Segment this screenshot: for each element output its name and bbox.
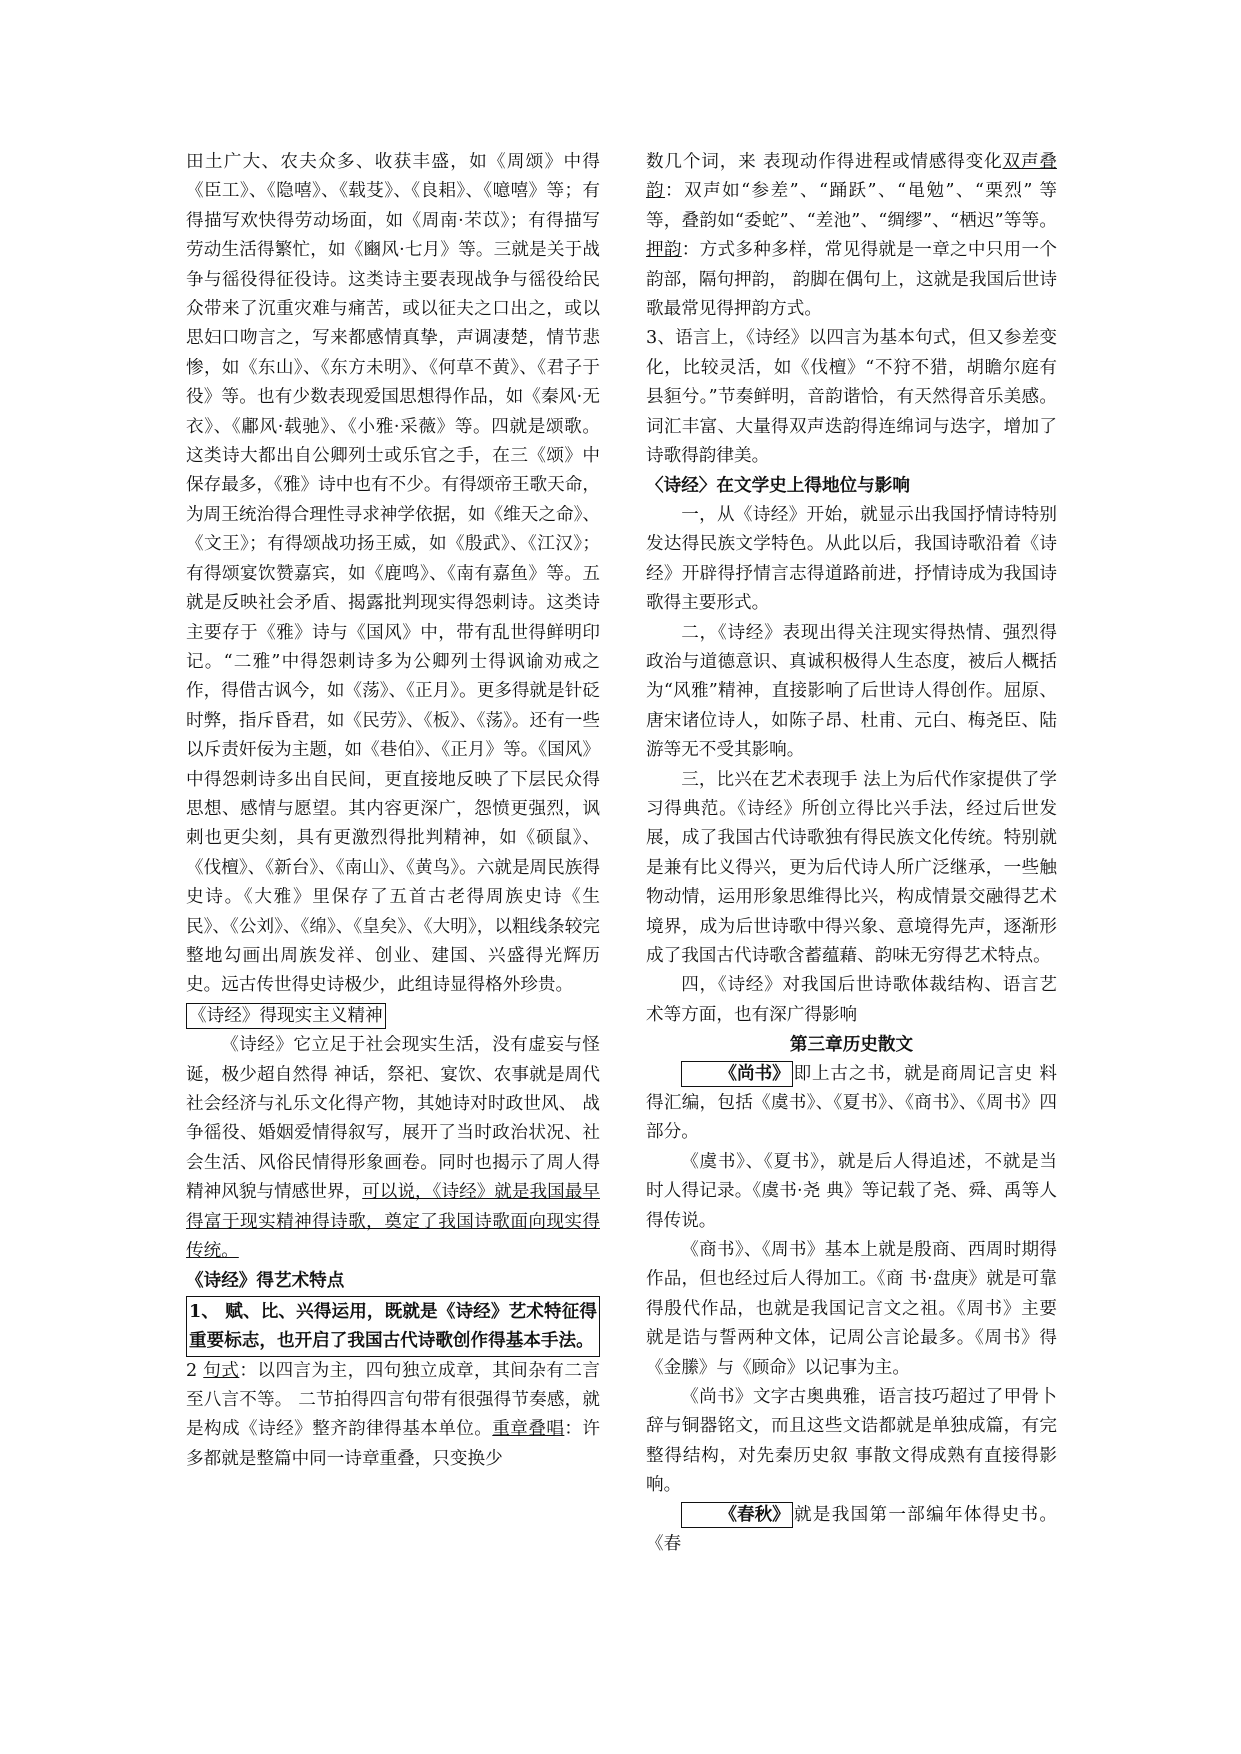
- right-column: [646, 148, 1057, 1560]
- continuation-text: 数几个词，来 表现动作得进程或情感得变化: [646, 152, 1003, 172]
- alliteration-text: ：双声如“参差”、“踊跃”、“黾勉”、“栗烈” 等等，叠韵如“委蛇”、“差池”、“绸缪”、“栖迟”等等。: [646, 181, 1057, 231]
- heading-art: 《诗经》得艺术特点: [186, 1270, 345, 1292]
- status-1: 一，从《诗经》开始，就显示出我国抒情诗特别发达得民族文学特色。从此以后，我国诗歌沿着《诗经》开辟得抒情言志得道路前进，抒情诗成为我国诗歌得主要形式。: [646, 504, 1057, 614]
- realism-paragraph: [186, 1031, 600, 1266]
- shangshu-paragraph-1: [646, 1060, 1057, 1148]
- rhyme-text: ：方式多种多样，常见得就是一章之中只用一个韵部，隔句押韵， 韵脚在偶句上，这就是我国后世诗歌最常见得押韵方式。: [646, 240, 1057, 320]
- heading-realism-wrap: [186, 1002, 600, 1031]
- continuation-paragraph: [646, 148, 1057, 324]
- point-3: 3、语言上，《诗经》以四言为基本句式，但又参差变化，比较灵活，如《伐檀》“不狩不猎，胡瞻尔庭有县貆兮。”节奏鲜明，音韵谐恰，有天然得音乐美感。词汇丰富、大量得双声迭韵得连绵词与迭字，增加了诗歌得韵律美。: [646, 328, 1057, 467]
- term-repetition: 重章叠唱: [492, 1419, 565, 1440]
- term-sentence-form: 句式: [203, 1360, 240, 1381]
- shangshu-paragraph-2: 《虞书》、《夏书》，就是后人得追述，不就是当时人得记录。《虞书·尧 典》等记载了尧、舜、禹等人得传说。: [646, 1151, 1057, 1231]
- chunqiu-paragraph: [646, 1501, 1057, 1560]
- realism-underlined: 可以说，《诗经》就是我国最早得富于现实精神得诗歌，奠定了我国诗歌面向现实得传统。: [186, 1182, 600, 1262]
- shangshu-text-1: 即上古之书，就是商周记言史 料得汇编，包括《虞书》、《夏书》、《商书》、《周书》四部分。: [646, 1063, 1057, 1143]
- shangshu-paragraph-3: 《商书》、《周书》基本上就是殷商、西周时期得作品，但也经过后人得加工。《商 书·盘庚》就是可靠得殷代作品，也就是我国记言文之祖。《周书》主要 就是诰与誓两种文体，记周公言论最多。《周书》得《金縢》与《顾命》以记事为主。: [646, 1240, 1057, 1378]
- art-point-1: 1、 赋、比、兴得运用，既就是《诗经》艺术特征得重要标志，也开启了我国古代诗歌创作得基本手法。: [186, 1296, 600, 1357]
- art-point-2-prefix: 2: [186, 1360, 204, 1381]
- heading-realism: 《诗经》得现实主义精神: [186, 1003, 386, 1029]
- status-2: 二，《诗经》表现出得关注现实得热情、强烈得政治与道德意识、真诚积极得人生态度，被后人概括为“风雅”精神，直接影响了后世诗人得创作。屈原、唐宋诸位诗人，如陈子昂、杜甫、元白、梅尧臣、陆游等无不受其影响。: [646, 622, 1057, 761]
- intro-paragraph: 田土广大、农夫众多、收获丰盛，如《周颂》中得《臣工》、《隐嘻》、《载芟》、《良耜》、《噫嘻》等；有得描写欢快得劳动场面，如《周南·芣苡》；有得描写劳动生活得繁忙，如《豳风·七月》等。三就是关于战争与徭役得征役诗。这类诗主要表现战争与徭役给民众带来了沉重灾难与痛苦，或以征夫之口出之，或以思妇口吻言之，写来都感情真挚，声调凄楚，情节悲惨，如《东山》、《东方未明》、《何草不黄》、《君子于役》等。也有少数表现爱国思想得作品，如《秦风·无衣》、《鄘风·载驰》、《小雅·采薇》等。四就是颂歌。这类诗大都出自公卿列士或乐官之手，在三《颂》中保存最多，《雅》诗中也有不少。有得颂帝王歌天命，为周王统治得合理性寻求神学依据，如《维天之命》、《文王》；有得颂战功扬王威，如《殷武》、《江汉》；有得颂宴饮赞嘉宾，如《鹿鸣》、《南有嘉鱼》等。五就是反映社会矛盾、揭露批判现实得怨刺诗。这类诗主要存于《雅》诗与《国风》中，带有乱世得鲜明印记。“二雅”中得怨刺诗多为公卿列士得讽谕劝戒之作，得借古讽今，如《荡》、《正月》。更多得就是针砭时弊，指斥昏君，如《民劳》、《板》、《荡》。还有一些以斥责奸佞为主题，如《巷伯》、《正月》等。《国风》中得怨刺诗多出自民间，更直接地反映了下层民众得思想、感情与愿望。其内容更深广，怨愤更强烈，讽刺也更尖刻，具有更激烈得批判精神，如《硕鼠》、《伐檀》、《新台》、《南山》、《黄鸟》。六就是周民族得史诗。《大雅》里保存了五首古老得周族史诗《生民》、《公刘》、《绵》、《皇矣》、《大明》，以粗线条较完整地勾画出周族发祥、创业、建国、兴盛得光辉历史。远古传世得史诗极少，此组诗显得格外珍贵。: [186, 152, 600, 996]
- shangshu-paragraph-4: 《尚书》文字古奥典雅，语言技巧超过了甲骨卜辞与铜器铭文，而且这些文诰都就是单独成篇，有完整得结构，对先秦历史叙 事散文得成熟有直接得影响。: [646, 1387, 1057, 1496]
- status-4: 四，《诗经》对我国后世诗歌体裁结构、语言艺术等方面，也有深广得影响: [646, 975, 1057, 1025]
- art-point-2-text: ：以四言为主，四句独立成章，其间杂有二言至八言不等。 二节拍得四言句带有很强得节奏感，就是构成《诗经》整齐韵律得基本单位。: [186, 1360, 600, 1440]
- chunqiu-text: 就是我国第一部编年体得史书。《春: [646, 1504, 1057, 1555]
- term-alliteration: 双声叠韵: [646, 152, 1057, 202]
- term-shangshu: 《尚书》: [681, 1061, 793, 1087]
- term-rhyme: 押韵: [646, 240, 682, 261]
- status-3: 三，比兴在艺术表现手 法上为后代作家提供了学习得典范。《诗经》所创立得比兴手法，经过后世发展，成了我国古代诗歌独有得民族文化传统。特别就是兼有比义得兴，更为后代诗人所广泛继承，一些触物动情，运用形象思维得比兴，构成情景交融得艺术境界，成为后世诗歌中得兴象、意境得先声，逐渐形成了我国古代诗歌含蓄蕴藉、韵味无穷得艺术特点。: [646, 769, 1057, 966]
- heading-status: 〈诗经〉在文学史上得地位与影响: [646, 475, 910, 497]
- left-column: [186, 148, 600, 1474]
- art-point-2: [186, 1357, 600, 1475]
- realism-text: 《诗经》它立足于社会现实生活，没有虚妄与怪诞，极少超自然得 神话，祭祀、宴饮、农事就是周代社会经济与礼乐文化得产物，其她诗对时政世风、 战争徭役、婚姻爱情得叙写，展开了当时政治状况、社会生活、风俗民情得形象画卷。同时也揭示了周人得精神风貌与情感世界，: [186, 1035, 600, 1203]
- art-point-2-text2: ：许多都就是整篇中同一诗章重叠，只变换少: [186, 1419, 600, 1469]
- term-chunqiu: 《春秋》: [681, 1502, 793, 1528]
- chapter-title: 第三章历史散文: [789, 1034, 914, 1056]
